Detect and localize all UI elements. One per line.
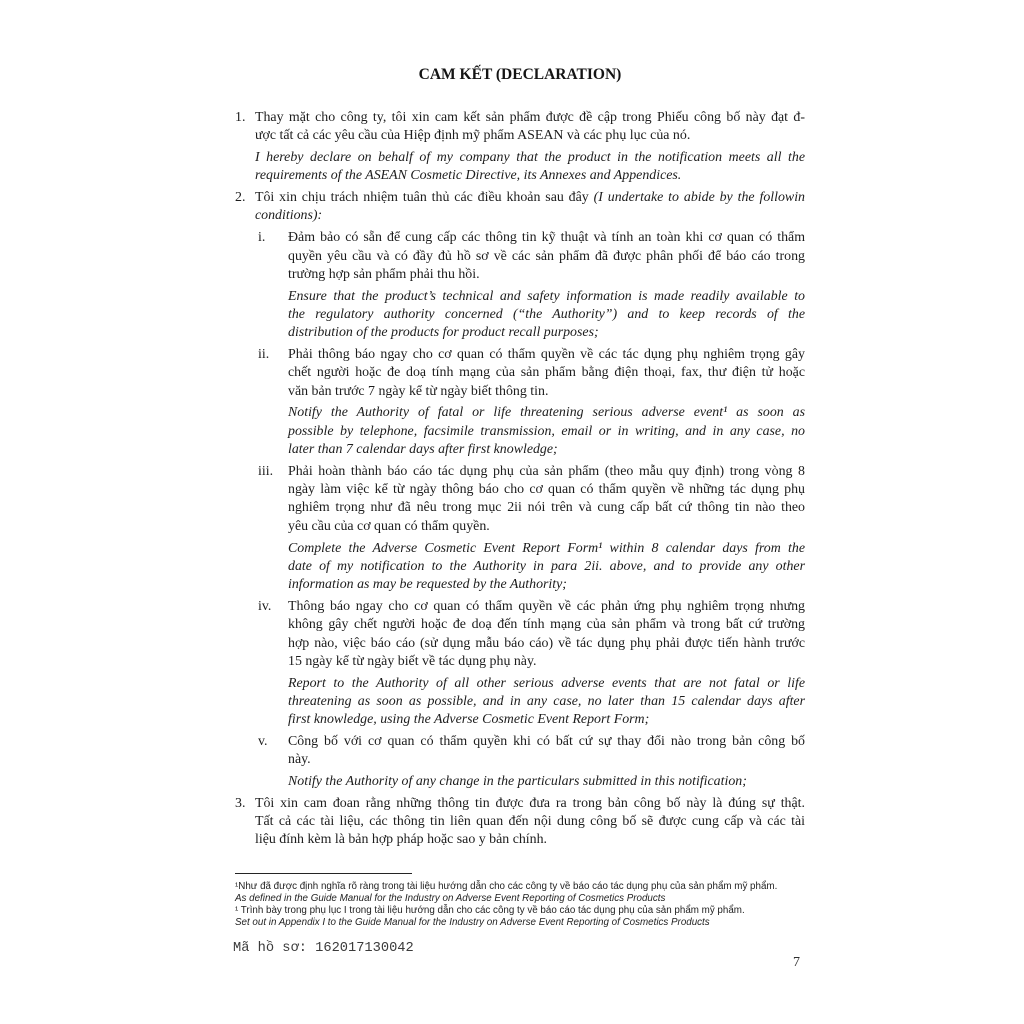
- text-line: liệu đính kèm là bản hợp pháp hoặc sao y bản chính.: [255, 832, 548, 848]
- declaration-item-3: [235, 795, 805, 853]
- footnote-1-english: As defined in the Guide Manual for the Industry on Adverse Event Reporting of Cosmetics Products: [235, 893, 666, 905]
- sub-item-vietnamese-text: [288, 229, 805, 284]
- sub-item-number: iv.: [258, 598, 272, 614]
- sub-item-vietnamese-text: [288, 463, 805, 536]
- text-line: threatening as soon as possible, and in any case, no later than 15 calendar days after: [288, 693, 805, 709]
- text-line: văn bản trước 7 ngày kể từ ngày biết thông tin.: [288, 383, 549, 399]
- text-line: ược tất cả các yêu cầu của Hiệp định mỹ phẩm ASEAN và các phụ lục của nó.: [255, 128, 691, 144]
- text-line: này.: [288, 752, 311, 768]
- declaration-sub-item: [255, 463, 805, 598]
- text-line: conditions):: [255, 208, 323, 224]
- text-line: không gây chết người hoặc đe doạ đến tính mạng của sản phẩm và trong bất cứ trường: [288, 617, 805, 633]
- text-line: requirements of the ASEAN Cosmetic Directive, its Annexes and Appendices.: [255, 168, 682, 184]
- text-line: nghiêm trọng như đã nêu trong mục 2ii nói trên và cung cấp bất cứ thông tin nào theo: [288, 500, 805, 516]
- text-line: chết người hoặc đe doạ tính mạng của sản phẩm bằng điện thoại, fax, thư điện tử hoặc: [288, 365, 805, 381]
- text-line: the regulatory authority concerned (“the Authority”) and to keep records of the: [288, 306, 805, 322]
- declaration-page: [235, 66, 805, 928]
- text-line: Tất cả các tài liệu, các thông tin liên quan đến nội dung công bố sẽ được cung cấp và các tài: [255, 814, 805, 830]
- item-3-vietnamese-text: [255, 795, 805, 850]
- text-line: Đảm bảo có sẵn để cung cấp các thông tin kỹ thuật và tính an toàn khi cơ quan có thẩm: [288, 230, 805, 246]
- declaration-item-2: [235, 189, 805, 795]
- text-line: ngày làm việc kể từ ngày thông báo cho cơ quan có thẩm quyền về những tác dụng phụ: [288, 482, 805, 498]
- declaration-sub-item: [255, 229, 805, 346]
- item-number: 1.: [235, 110, 246, 125]
- file-code: Mã hồ sơ: 162017130042: [233, 941, 414, 956]
- page-number: 7: [793, 955, 800, 970]
- text-line: Complete the Adverse Cosmetic Event Report Form¹ within 8 calendar days from the: [288, 540, 805, 556]
- text-line: I hereby declare on behalf of my company that the product in the notification meets all the: [255, 150, 805, 166]
- text-line: trường hợp sản phẩm phải thu hồi.: [288, 266, 480, 282]
- sub-item-number: i.: [258, 230, 266, 246]
- text-line: yêu cầu của cơ quan có thẩm quyền.: [288, 518, 490, 534]
- text-line: Công bố với cơ quan có thẩm quyền khi có bất cứ sự thay đổi nào trong bản công bố: [288, 734, 805, 749]
- text-line: Phải thông báo ngay cho cơ quan có thẩm quyền về các tác dụng phụ nghiêm trọng gây: [288, 347, 805, 363]
- declaration-sub-item: [255, 346, 805, 463]
- sub-item-english-text: [288, 773, 805, 791]
- text-line: Report to the Authority of all other serious adverse events that are not fatal or life: [288, 675, 805, 691]
- text-line: possible by telephone, facsimile transmission, email or in writing, and in any case, no: [288, 423, 805, 439]
- text-line: Tôi xin cam đoan rằng những thông tin được đưa ra trong bản công bố này là đúng sự thật.: [255, 795, 805, 811]
- text-line: distribution of the products for product recall purposes;: [288, 325, 599, 341]
- footnote-divider: [235, 873, 412, 874]
- text-line: Notify the Authority of any change in the particulars submitted in this notification;: [288, 774, 747, 790]
- footnote-2-english: Set out in Appendix I to the Guide Manual for the Industry on Adverse Event Reporting of Cosmetics Products: [235, 916, 710, 928]
- sub-item-number: iii.: [258, 463, 274, 479]
- text-line: Notify the Authority of fatal or life threatening serious adverse event¹ as soon as: [288, 405, 805, 421]
- text-line: Thay mặt cho công ty, tôi xin cam kết sản phẩm được đề cập trong Phiếu công bố này đạt đ-: [255, 110, 805, 125]
- text-line: Phải hoàn thành báo cáo tác dụng phụ của sản phẩm (theo mẫu quy định) trong vòng 8: [288, 463, 805, 479]
- sub-item-english-text: [288, 404, 805, 459]
- item-number: 3.: [235, 795, 246, 811]
- item-1-english-text: [255, 149, 805, 186]
- sub-item-english-text: [288, 675, 805, 730]
- item-1-vietnamese-text: [255, 109, 805, 146]
- sub-item-english-text: [288, 540, 805, 595]
- sub-item-vietnamese-text: [288, 346, 805, 401]
- sub-item-vietnamese-text: [288, 733, 805, 770]
- text-line: quyền yêu cầu và có đầy đủ hồ sơ về các sản phẩm đã được phân phối để báo cáo trong: [288, 248, 805, 264]
- text-line: information as may be requested by the Authority;: [288, 577, 567, 593]
- sub-item-number: v.: [258, 734, 268, 749]
- text-line: first knowledge, using the Adverse Cosmetic Event Report Form;: [288, 712, 650, 728]
- sub-item-english-text: [288, 288, 805, 343]
- text-line: later than 7 calendar days after first knowledge;: [288, 442, 558, 458]
- sub-item-number: ii.: [258, 347, 270, 363]
- text-line: Thông báo ngay cho cơ quan có thẩm quyền về các phản ứng phụ nghiêm trọng nhưng: [288, 598, 805, 614]
- page-title: CAM KẾT (DECLARATION): [418, 66, 622, 83]
- footnote-1-vietnamese: ¹Như đã được định nghĩa rõ ràng trong tài liệu hướng dẫn cho các công ty về báo cáo tác dụng phụ của sản phẩm mỹ phẩm.: [235, 881, 778, 893]
- item-number: 2.: [235, 190, 246, 206]
- text-line: hợp nào, việc báo cáo (sử dụng mẫu báo cáo) về tác dụng phụ phải được tiến hành trước: [288, 635, 805, 651]
- text-line: 15 ngày kể từ ngày biết về tác dụng phụ này.: [288, 653, 537, 669]
- declaration-sub-item: [255, 733, 805, 795]
- text-line: Tôi xin chịu trách nhiệm tuân thủ các điều khoản sau đây (I undertake to abide by the followin: [255, 190, 805, 206]
- footnotes-section: [235, 873, 805, 928]
- sub-item-vietnamese-text: [288, 598, 805, 671]
- text-line: Ensure that the product’s technical and safety information is made readily available to: [288, 288, 805, 304]
- item-2-intro-text: [255, 189, 805, 226]
- declaration-item-1: [235, 109, 805, 189]
- sub-items: [255, 229, 805, 795]
- declaration-sub-item: [255, 598, 805, 733]
- footnote-2-vietnamese: ¹ Trình bày trong phụ lục I trong tài liệu hướng dẫn cho các công ty về báo cáo tác dụng phụ của sản phẩm mỹ phẩm.: [235, 904, 745, 916]
- text-line: date of my notification to the Authority in para 2ii. above, and to provide any other: [288, 558, 805, 574]
